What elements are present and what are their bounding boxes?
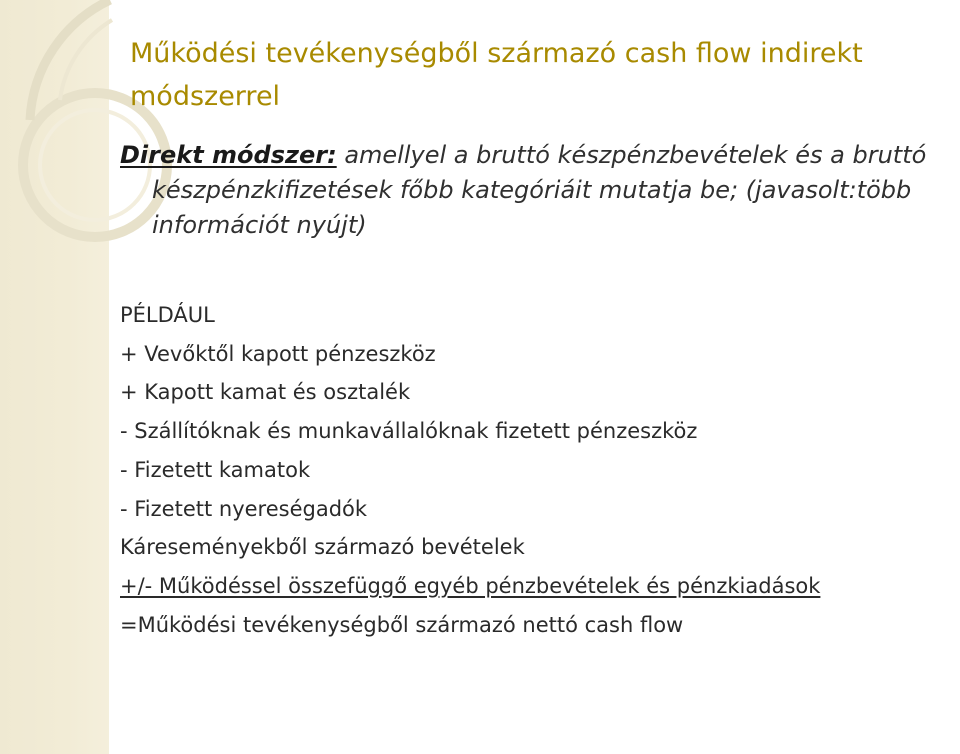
slide-title: Működési tevékenységből származó cash flow indirekt módszerrel [130, 38, 863, 112]
example-line-underlined: +/- Működéssel összefüggő egyéb pénzbevételek és pénzkiadások [120, 573, 821, 598]
example-list [120, 296, 960, 644]
example-result-line: =Működési tevékenységből származó nettó cash flow [120, 612, 684, 637]
direct-method-paragraph [120, 138, 960, 243]
example-line: + Vevőktől kapott pénzeszköz [120, 341, 436, 366]
example-heading: PÉLDÁUL [120, 303, 215, 327]
example-line: - Fizetett nyereségadók [120, 496, 368, 521]
direct-method-label: Direkt módszer: [120, 141, 337, 169]
example-line: - Szállítóknak és munkavállalóknak fizetett pénzeszköz [120, 419, 698, 444]
example-line: Káreseményekből származó bevételek [120, 535, 525, 560]
example-line: + Kapott kamat és osztalék [120, 380, 411, 405]
example-line: - Fizetett kamatok [120, 457, 311, 482]
direct-method-text: amellyel a bruttó készpénzbevételek és a bruttó készpénzkifizetések főbb kategóriáit mutatja be; (javasolt:több információt nyújt) [152, 141, 927, 239]
